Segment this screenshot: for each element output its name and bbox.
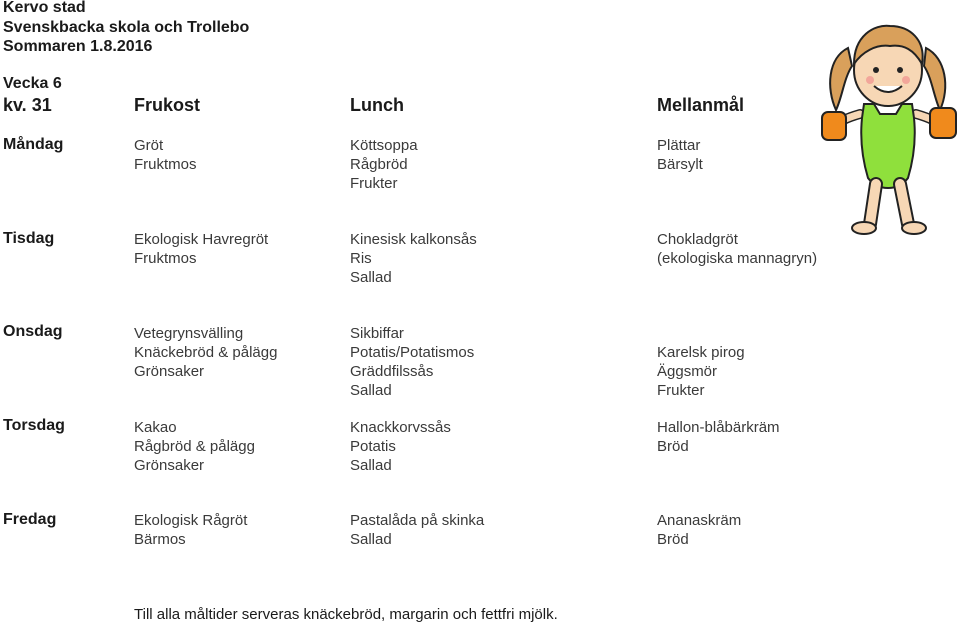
column-header-snack: Mellanmål bbox=[657, 95, 745, 115]
menu-item: Rågbröd & pålägg bbox=[134, 438, 255, 455]
period-date: Sommaren 1.8.2016 bbox=[3, 38, 153, 55]
column-header-breakfast: Frukost bbox=[134, 95, 201, 115]
menu-item: Grönsaker bbox=[134, 457, 205, 474]
menu-item: Sallad bbox=[350, 269, 392, 286]
menu-item: Fruktmos bbox=[134, 156, 197, 173]
menu-item: Fruktmos bbox=[134, 250, 197, 267]
menu-item: Bärmos bbox=[134, 531, 186, 548]
day-wednesday: Onsdag bbox=[3, 323, 63, 340]
day-tuesday: Tisdag bbox=[3, 230, 55, 247]
menu-item: Sallad bbox=[350, 457, 392, 474]
menu-item: Pastalåda på skinka bbox=[350, 512, 485, 529]
swimming-girl-icon bbox=[818, 18, 960, 240]
menu-item: Ris bbox=[350, 250, 372, 267]
city-name: Kervo stad bbox=[3, 0, 86, 16]
menu-item: Ekologisk Rågröt bbox=[134, 512, 248, 529]
school-name: Svenskbacka skola och Trollebo bbox=[3, 19, 250, 36]
menu-item: Sallad bbox=[350, 531, 392, 548]
menu-item: Kinesisk kalkonsås bbox=[350, 231, 477, 248]
menu-item: Köttsoppa bbox=[350, 137, 418, 154]
menu-item: Knackkorvssås bbox=[350, 419, 451, 436]
menu-item: Gräddfilssås bbox=[350, 363, 434, 380]
menu-item: Bröd bbox=[657, 438, 689, 455]
menu-item: Karelsk pirog bbox=[657, 344, 745, 361]
day-thursday: Torsdag bbox=[3, 417, 65, 434]
menu-item: Ananaskräm bbox=[657, 512, 742, 529]
menu-item: Ekologisk Havregröt bbox=[134, 231, 269, 248]
day-monday: Måndag bbox=[3, 136, 64, 153]
menu-item: Frukter bbox=[657, 382, 705, 399]
menu-item: Äggsmör bbox=[657, 363, 718, 380]
menu-item: Knäckebröd & pålägg bbox=[134, 344, 278, 361]
menu-item: Hallon-blåbärkräm bbox=[657, 419, 780, 436]
menu-item: Sikbiffar bbox=[350, 325, 404, 342]
menu-item: Chokladgröt bbox=[657, 231, 738, 248]
menu-item: Plättar bbox=[657, 137, 701, 154]
menu-item: Vetegrynsvälling bbox=[134, 325, 244, 342]
menu-item: (ekologiska mannagryn) bbox=[657, 250, 818, 267]
menu-item: Potatis/Potatismos bbox=[350, 344, 475, 361]
menu-item: Bröd bbox=[657, 531, 689, 548]
day-friday: Fredag bbox=[3, 511, 57, 528]
kv-label: kv. 31 bbox=[3, 95, 52, 115]
menu-item: Grönsaker bbox=[134, 363, 205, 380]
menu-item: Gröt bbox=[134, 137, 164, 154]
menu-item: Potatis bbox=[350, 438, 396, 455]
menu-item: Kakao bbox=[134, 419, 177, 436]
column-header-lunch: Lunch bbox=[350, 95, 404, 115]
week-label: Vecka 6 bbox=[3, 75, 62, 92]
footer-note: Till alla måltider serveras knäckebröd, margarin och fettfri mjölk. bbox=[134, 606, 558, 623]
menu-item: Rågbröd bbox=[350, 156, 408, 173]
menu-item: Sallad bbox=[350, 382, 392, 399]
menu-item: Bärsylt bbox=[657, 156, 703, 173]
menu-item: Frukter bbox=[350, 175, 398, 192]
